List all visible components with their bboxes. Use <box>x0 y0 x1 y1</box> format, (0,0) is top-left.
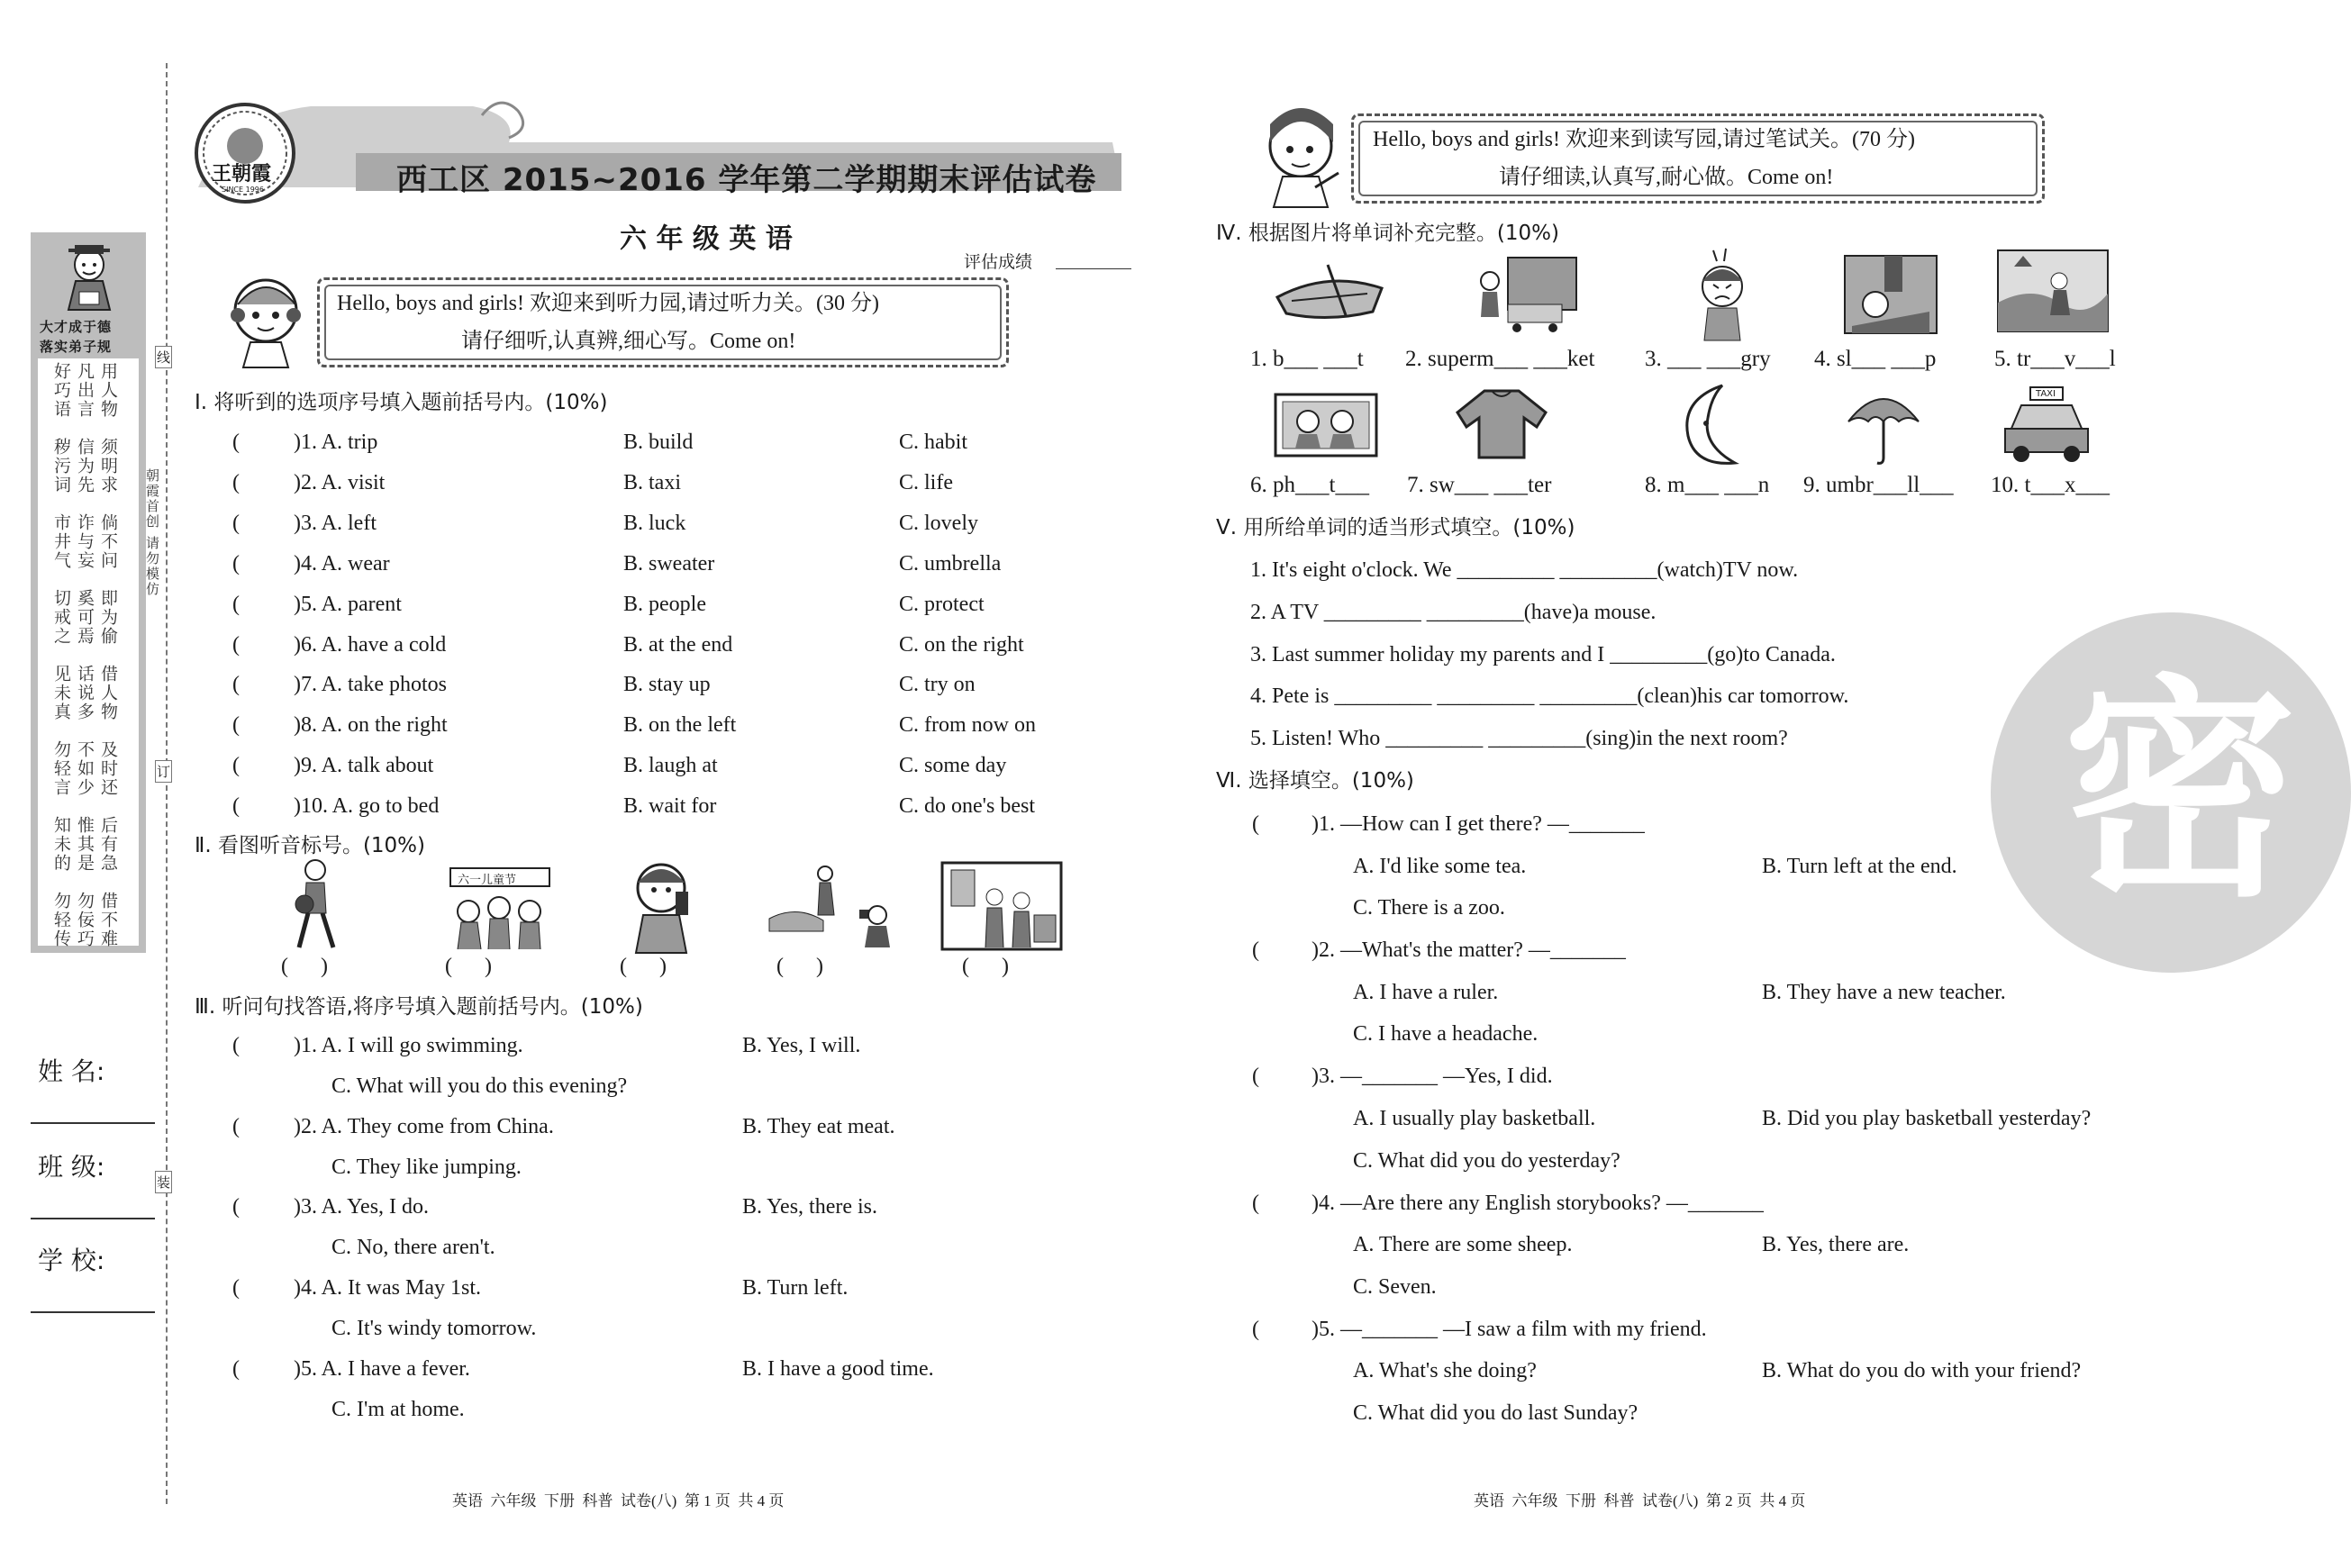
umbrella-picture <box>1843 385 1924 467</box>
section4-heading: Ⅳ. 根据图片将单词补充完整。(10%) <box>1216 222 1559 245</box>
answer-paren[interactable]: ( <box>1252 938 1259 963</box>
option-c: C. Seven. <box>1353 1274 1437 1299</box>
option-a: )3. A. Yes, I do. <box>294 1195 430 1219</box>
motto-column: 诈与妄 <box>75 513 95 570</box>
listening-girl-icon <box>225 270 306 369</box>
option-c: C. I have a headache. <box>1353 1022 1539 1047</box>
word-blank[interactable]: 9. umbr___ll___ <box>1803 473 1954 497</box>
option-b: B. laugh at <box>623 754 718 778</box>
option-a: )2. A. visit <box>294 470 386 494</box>
motto-column: 勿轻传 <box>51 892 71 948</box>
option-a: A. There are some sheep. <box>1353 1233 1573 1257</box>
option-a: )4. A. wear <box>294 551 390 576</box>
option-a: )1. A. trip <box>294 431 378 454</box>
reading-greeting-line1: Hello, boys and girls! 欢迎来到读写园,请过笔试关。(70 分) <box>1373 128 1915 151</box>
question: )2. —What's the matter? —_______ <box>1312 938 1626 963</box>
option-a: )4. A. It was May 1st. <box>294 1276 481 1301</box>
subject-title: 六 年 级 英 语 <box>620 223 793 255</box>
motto-column: 勿轻言 <box>51 740 71 797</box>
option-a: )8. A. on the right <box>294 713 448 738</box>
fill-in-sentence[interactable]: 4. Pete is _________ _________ _________(clean)his car tomorrow. <box>1250 684 1849 709</box>
answer-paren[interactable]: ( <box>232 592 240 616</box>
word-blank[interactable]: 6. ph___t___ <box>1250 473 1369 497</box>
word-blank[interactable]: 3. ___ ___gry <box>1645 347 1771 371</box>
option-b: B. Yes, there is. <box>742 1195 878 1219</box>
fill-in-sentence[interactable]: 2. A TV _________ _________(have)a mouse. <box>1250 600 1657 624</box>
answer-paren[interactable]: ( <box>1252 812 1259 836</box>
supermarket-picture <box>1472 254 1580 335</box>
name-field-label: 姓 名: <box>38 1056 105 1086</box>
gutter-mark-2: 订 <box>155 760 172 783</box>
section1-heading: Ⅰ. 将听到的选项序号填入题前括号内。(10%) <box>195 391 608 414</box>
option-b: B. sweater <box>623 551 715 576</box>
motto-column: 即为偷 <box>98 589 118 646</box>
option-a: A. I'd like some tea. <box>1353 854 1527 878</box>
option-a: A. I usually play basketball. <box>1353 1107 1596 1130</box>
answer-paren[interactable]: ( <box>232 511 240 535</box>
brand-logo-name: 王朝霞 <box>212 162 272 185</box>
motto-column: 及时还 <box>98 740 118 797</box>
word-blank[interactable]: 4. sl___ ___p <box>1814 347 1937 371</box>
option-c: C. from now on <box>899 713 1036 738</box>
answer-paren[interactable]: ( <box>232 470 240 494</box>
section5-heading: Ⅴ. 用所给单词的适当形式填空。(10%) <box>1216 516 1575 539</box>
motto-column: 凡出言 <box>75 362 95 419</box>
moon-picture <box>1675 382 1747 468</box>
option-b: B. They have a new teacher. <box>1762 980 2006 1004</box>
word-blank[interactable]: 10. t___x___ <box>1991 473 2110 497</box>
option-b: B. I have a good time. <box>742 1356 934 1381</box>
option-b: B. people <box>623 592 706 616</box>
section3-heading: Ⅲ. 听问句找答语,将序号填入题前括号内。(10%) <box>195 995 643 1019</box>
watermark-glyph: 密 <box>2063 657 2297 929</box>
motto-column: 信为先 <box>75 438 95 494</box>
option-a: A. I have a ruler. <box>1353 980 1499 1004</box>
option-c: C. I'm at home. <box>331 1397 465 1421</box>
motto-column: 见未真 <box>51 665 71 721</box>
motto-column: 勿佞巧 <box>75 892 95 948</box>
motto-column: 借不难 <box>98 892 118 948</box>
listening-greeting-line1: Hello, boys and girls! 欢迎来到听力园,请过听力关。(30 分) <box>337 292 879 315</box>
question: )1. —How can I get there? —_______ <box>1312 812 1645 836</box>
score-field[interactable] <box>1056 268 1131 269</box>
motto-column: 市井气 <box>51 513 71 570</box>
option-c: C. umbrella <box>899 551 1002 576</box>
gutter-note: 朝霞首创 请勿模仿 <box>144 468 160 597</box>
answer-paren[interactable]: ( <box>232 673 240 697</box>
motto-column: 不如少 <box>75 740 95 797</box>
motto-column: 须明求 <box>98 438 118 494</box>
word-blank[interactable]: 5. tr___v___l <box>1994 347 2116 371</box>
answer-paren[interactable]: ( <box>232 632 240 657</box>
answer-paren[interactable]: ( <box>232 754 240 778</box>
left-footer: 英语 六年级 下册 科普 试卷(八) 第 1 页 共 4 页 <box>452 1492 785 1509</box>
right-footer: 英语 六年级 下册 科普 试卷(八) 第 2 页 共 4 页 <box>1474 1492 1806 1509</box>
motto-top: 大才成于德 <box>40 319 113 335</box>
listening-greeting-line2: 请仔细听,认真辨,细心写。Come on! <box>461 330 796 353</box>
word-blank[interactable]: 7. sw___ ___ter <box>1407 473 1552 497</box>
option-b: B. Turn left at the end. <box>1762 854 1957 878</box>
option-c: C. some day <box>899 754 1007 778</box>
option-c: C. No, there aren't. <box>331 1236 495 1260</box>
option-c: C. There is a zoo. <box>1353 896 1505 920</box>
motto-column: 奚可焉 <box>75 589 95 646</box>
option-b: B. Turn left. <box>742 1276 849 1301</box>
motto-column: 倘不问 <box>98 513 118 570</box>
sweater-picture <box>1452 385 1551 461</box>
answer-paren[interactable]: ( <box>232 713 240 738</box>
motto-bottom: 落实弟子规 <box>40 339 113 355</box>
fill-in-sentence[interactable]: 5. Listen! Who _________ _________(sing)in the next room? <box>1250 727 1788 751</box>
option-b: B. stay up <box>623 673 711 697</box>
fill-in-sentence[interactable]: 1. It's eight o'clock. We _________ _________(watch)TV now. <box>1250 558 1799 582</box>
answer-paren[interactable]: ( <box>1252 1317 1259 1341</box>
motto-column: 后有急 <box>98 816 118 873</box>
motto-column: 话说多 <box>75 665 95 721</box>
fill-in-sentence[interactable]: 3. Last summer holiday my parents and I _________(go)to Canada. <box>1250 642 1836 666</box>
option-b: B. Did you play basketball yesterday? <box>1762 1107 2092 1130</box>
photo-picture <box>1274 393 1378 458</box>
school-field-label: 学 校: <box>38 1246 105 1275</box>
motto-column: 借人物 <box>98 665 118 721</box>
picture-answer-blank[interactable]: ( ) <box>962 955 1009 978</box>
brand-logo-sub: SINCE 1996 <box>222 186 264 194</box>
school-field-line[interactable] <box>31 1311 155 1313</box>
picture-answer-blank[interactable]: ( ) <box>620 955 667 978</box>
option-b: B. build <box>623 431 694 454</box>
section6-heading: Ⅵ. 选择填空。(10%) <box>1216 769 1414 793</box>
sleeping-picture <box>1843 254 1938 335</box>
answer-paren[interactable]: ( <box>1252 1065 1259 1089</box>
photographer-picture <box>769 865 892 949</box>
scholar-illustration <box>58 240 121 312</box>
motto-column: 好巧语 <box>51 362 71 419</box>
option-b: B. at the end <box>623 632 733 657</box>
childrens-day-banner: 六一儿童节 <box>458 874 517 887</box>
option-a: A. What's she doing? <box>1353 1359 1537 1383</box>
option-c: C. on the right <box>899 632 1024 657</box>
option-c: C. life <box>899 470 953 494</box>
word-blank[interactable]: 8. m___ ___n <box>1645 473 1770 497</box>
motto-column: 惟其是 <box>75 816 95 873</box>
section2-heading: Ⅱ. 看图听音标号。(10%) <box>195 834 426 857</box>
answer-paren[interactable]: ( <box>232 794 240 819</box>
option-a: )5. A. I have a fever. <box>294 1356 470 1381</box>
option-b: B. taxi <box>623 470 681 494</box>
option-c: C. lovely <box>899 511 978 535</box>
option-b: B. They eat meat. <box>742 1114 895 1138</box>
question: )4. —Are there any English storybooks? —_______ <box>1312 1191 1764 1215</box>
word-blank[interactable]: 1. b___ ___t <box>1250 347 1364 371</box>
option-c: C. protect <box>899 592 985 616</box>
answer-paren[interactable]: ( <box>232 1034 240 1057</box>
answer-paren[interactable]: ( <box>232 1356 240 1381</box>
taxi-sign: TAXI <box>2036 389 2056 399</box>
option-c: C. do one's best <box>899 794 1035 819</box>
question: )3. —_______ —Yes, I did. <box>1312 1065 1553 1089</box>
option-a: )9. A. talk about <box>294 754 434 778</box>
answer-paren[interactable]: ( <box>232 431 240 454</box>
class-field-line[interactable] <box>31 1218 155 1219</box>
option-c: C. try on <box>899 673 976 697</box>
option-b: B. Yes, there are. <box>1762 1233 1910 1257</box>
option-c: C. What will you do this evening? <box>331 1074 628 1098</box>
exam-title: 西工区 2015~2016 学年第二学期期末评估试卷 <box>396 162 1097 198</box>
boy-basketball-picture <box>285 857 344 956</box>
answer-paren[interactable]: ( <box>1252 1191 1259 1215</box>
option-b: B. Yes, I will. <box>742 1034 861 1057</box>
picture-answer-blank[interactable]: ( ) <box>445 955 492 978</box>
gutter-mark-1: 线 <box>155 346 172 368</box>
writing-girl-icon <box>1252 101 1351 209</box>
boy-on-phone-picture <box>622 856 703 955</box>
picture-answer-blank[interactable]: ( ) <box>776 955 823 978</box>
answer-paren[interactable]: ( <box>232 1114 240 1138</box>
option-b: B. wait for <box>623 794 717 819</box>
option-a: )1. A. I will go swimming. <box>294 1034 523 1057</box>
motto-column: 知未的 <box>51 816 71 873</box>
option-a: )5. A. parent <box>294 592 402 616</box>
class-field-label: 班 级: <box>38 1152 105 1182</box>
answer-paren[interactable]: ( <box>232 1276 240 1301</box>
travel-picture <box>1996 249 2110 333</box>
answer-paren[interactable]: ( <box>232 551 240 576</box>
option-c: C. What did you do last Sunday? <box>1353 1401 1638 1425</box>
option-c: C. They like jumping. <box>331 1155 522 1179</box>
angry-girl-picture <box>1686 249 1758 342</box>
option-c: C. It's windy tomorrow. <box>331 1316 537 1340</box>
word-blank[interactable]: 2. superm___ ___ket <box>1405 347 1595 371</box>
picture-answer-blank[interactable]: ( ) <box>281 955 328 978</box>
motto-column: 用人物 <box>98 362 118 419</box>
option-a: )6. A. have a cold <box>294 632 447 657</box>
answer-paren[interactable]: ( <box>232 1195 240 1219</box>
classroom-picture <box>940 861 1063 951</box>
option-c: C. habit <box>899 431 967 454</box>
option-b: B. on the left <box>623 713 737 738</box>
motto-column: 切戒之 <box>51 589 71 646</box>
boat-picture <box>1274 261 1387 324</box>
motto-column: 秽污词 <box>51 438 71 494</box>
option-a: )2. A. They come from China. <box>294 1114 554 1138</box>
option-b: B. luck <box>623 511 686 535</box>
option-a: )3. A. left <box>294 511 377 535</box>
gutter-mark-3: 装 <box>155 1171 172 1193</box>
option-a: )10. A. go to bed <box>294 794 440 819</box>
name-field-line[interactable] <box>31 1122 155 1124</box>
score-label: 评估成绩 <box>964 252 1033 272</box>
reading-greeting-line2: 请仔细读,认真写,耐心做。Come on! <box>1499 166 1834 189</box>
option-c: C. What did you do yesterday? <box>1353 1148 1620 1173</box>
option-a: )7. A. take photos <box>294 673 447 697</box>
option-b: B. What do you do with your friend? <box>1762 1359 2082 1383</box>
binding-line-left <box>166 63 168 1504</box>
question: )5. —_______ —I saw a film with my friend. <box>1312 1317 1707 1341</box>
